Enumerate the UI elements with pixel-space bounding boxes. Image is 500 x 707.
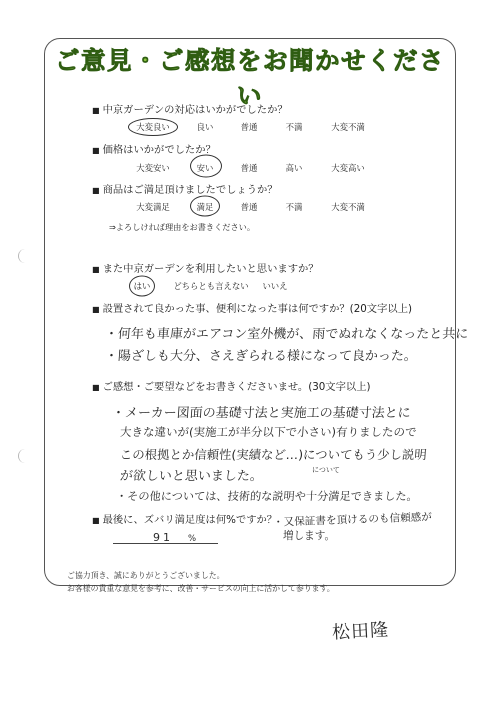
- side-note-line-1: ・又保証書を頂けるのも信頼感が: [272, 511, 433, 529]
- square-bullet-icon: ■: [92, 186, 100, 195]
- q3-option-4[interactable]: 不満: [285, 202, 303, 212]
- q4-option-3[interactable]: いいえ: [262, 281, 288, 291]
- q3-option-5[interactable]: 大変不満: [331, 202, 365, 212]
- question-3-label: 商品はご満足頂けましたでしょうか？: [102, 184, 278, 196]
- q3-option-1[interactable]: 大変満足: [136, 202, 170, 212]
- selection-circle-q2: [190, 155, 222, 178]
- side-note-line-2: 増します。: [283, 530, 336, 542]
- q6-insert-mark: について: [312, 466, 340, 474]
- satisfaction-value: 91: [153, 531, 173, 544]
- q6-answer-line-4: が欲しいと思いました。: [119, 469, 264, 484]
- question-7: [92, 511, 277, 526]
- footer-improvement-note: お客様の貴重な意見を参考に、改善・サービスの向上に活かして参ります。: [67, 584, 335, 593]
- q1-option-5[interactable]: 大変不満: [331, 122, 365, 132]
- question-4: [92, 260, 319, 275]
- q1-option-2[interactable]: 良い: [196, 122, 214, 132]
- question-1: [92, 101, 288, 116]
- question-6-label: ご感想・ご要望などをお書きくださいませ。(30文字以上): [102, 381, 371, 393]
- q3-option-3[interactable]: 普通: [240, 202, 258, 212]
- reason-prompt: ⇒よろしければ理由をお書きください。: [109, 222, 256, 232]
- q5-answer-line-2: ・陽ざしも大分、さえぎられる様になって良かった。: [104, 349, 418, 364]
- selection-circle-q1: [128, 118, 178, 136]
- square-bullet-icon: ■: [92, 383, 100, 392]
- q6-answer-line-3: この根拠とか信頼性(実績など…)についてもう少し説明: [119, 447, 428, 462]
- q2-option-1[interactable]: 大変安い: [136, 163, 170, 173]
- q2-option-5[interactable]: 大変高い: [331, 163, 365, 173]
- question-5: [92, 300, 412, 315]
- page-title: ご意見・ご感想をお聞かせください: [55, 46, 445, 110]
- question-1-label: 中京ガーデンの対応はいかがでしたか？: [102, 104, 288, 116]
- satisfaction-underline: [113, 543, 218, 544]
- question-3: [92, 181, 278, 196]
- q2-option-2[interactable]: 安い: [196, 163, 214, 173]
- selection-circle-q3: [190, 196, 220, 217]
- question-7-label: 最後に、ズバリ満足度は何%ですか？: [102, 514, 278, 526]
- q5-answer-line-1: ・何年も車庫がエアコン室外機が、雨でぬれなくなったと共に: [104, 327, 469, 342]
- question-5-label: 設置されて良かった事、便利になった事は何ですか？(20文字以上): [102, 303, 413, 315]
- customer-signature: 松田隆: [331, 619, 390, 644]
- question-2-label: 価格はいかがでしたか？: [102, 144, 216, 156]
- q1-option-3[interactable]: 普通: [240, 122, 258, 132]
- question-2: [92, 141, 216, 156]
- square-bullet-icon: ■: [92, 146, 100, 155]
- q2-option-4[interactable]: 高い: [285, 163, 303, 173]
- q3-option-2[interactable]: 満足: [196, 202, 214, 212]
- square-bullet-icon: ■: [92, 265, 100, 274]
- punch-hole-top: [18, 249, 27, 263]
- q2-option-3[interactable]: 普通: [240, 163, 258, 173]
- question-4-label: また中京ガーデンを利用したいと思いますか？: [102, 263, 319, 275]
- q4-option-2[interactable]: どちらとも言えない: [173, 281, 249, 291]
- punch-hole-bottom: [18, 449, 27, 463]
- q6-answer-line-5: ・その他については、技術的な説明や十分満足できました。: [115, 490, 419, 503]
- selection-circle-q4: [129, 276, 155, 297]
- footer-thanks: ご協力頂き、誠にありがとうございました。: [67, 571, 225, 580]
- q6-answer-line-1: ・メーカー図面の基礎寸法と実施工の基礎寸法とに: [111, 406, 412, 421]
- q4-option-1[interactable]: はい: [133, 281, 151, 291]
- square-bullet-icon: ■: [92, 106, 100, 115]
- square-bullet-icon: ■: [92, 305, 100, 314]
- square-bullet-icon: ■: [92, 516, 100, 525]
- q1-option-4[interactable]: 不満: [285, 122, 303, 132]
- q1-option-1[interactable]: 大変良い: [136, 122, 170, 132]
- question-6: [92, 378, 371, 393]
- satisfaction-unit: %: [188, 534, 197, 544]
- q6-answer-line-2: 大きな違いが(実施工が半分以下で小さい)有りましたので: [119, 425, 417, 439]
